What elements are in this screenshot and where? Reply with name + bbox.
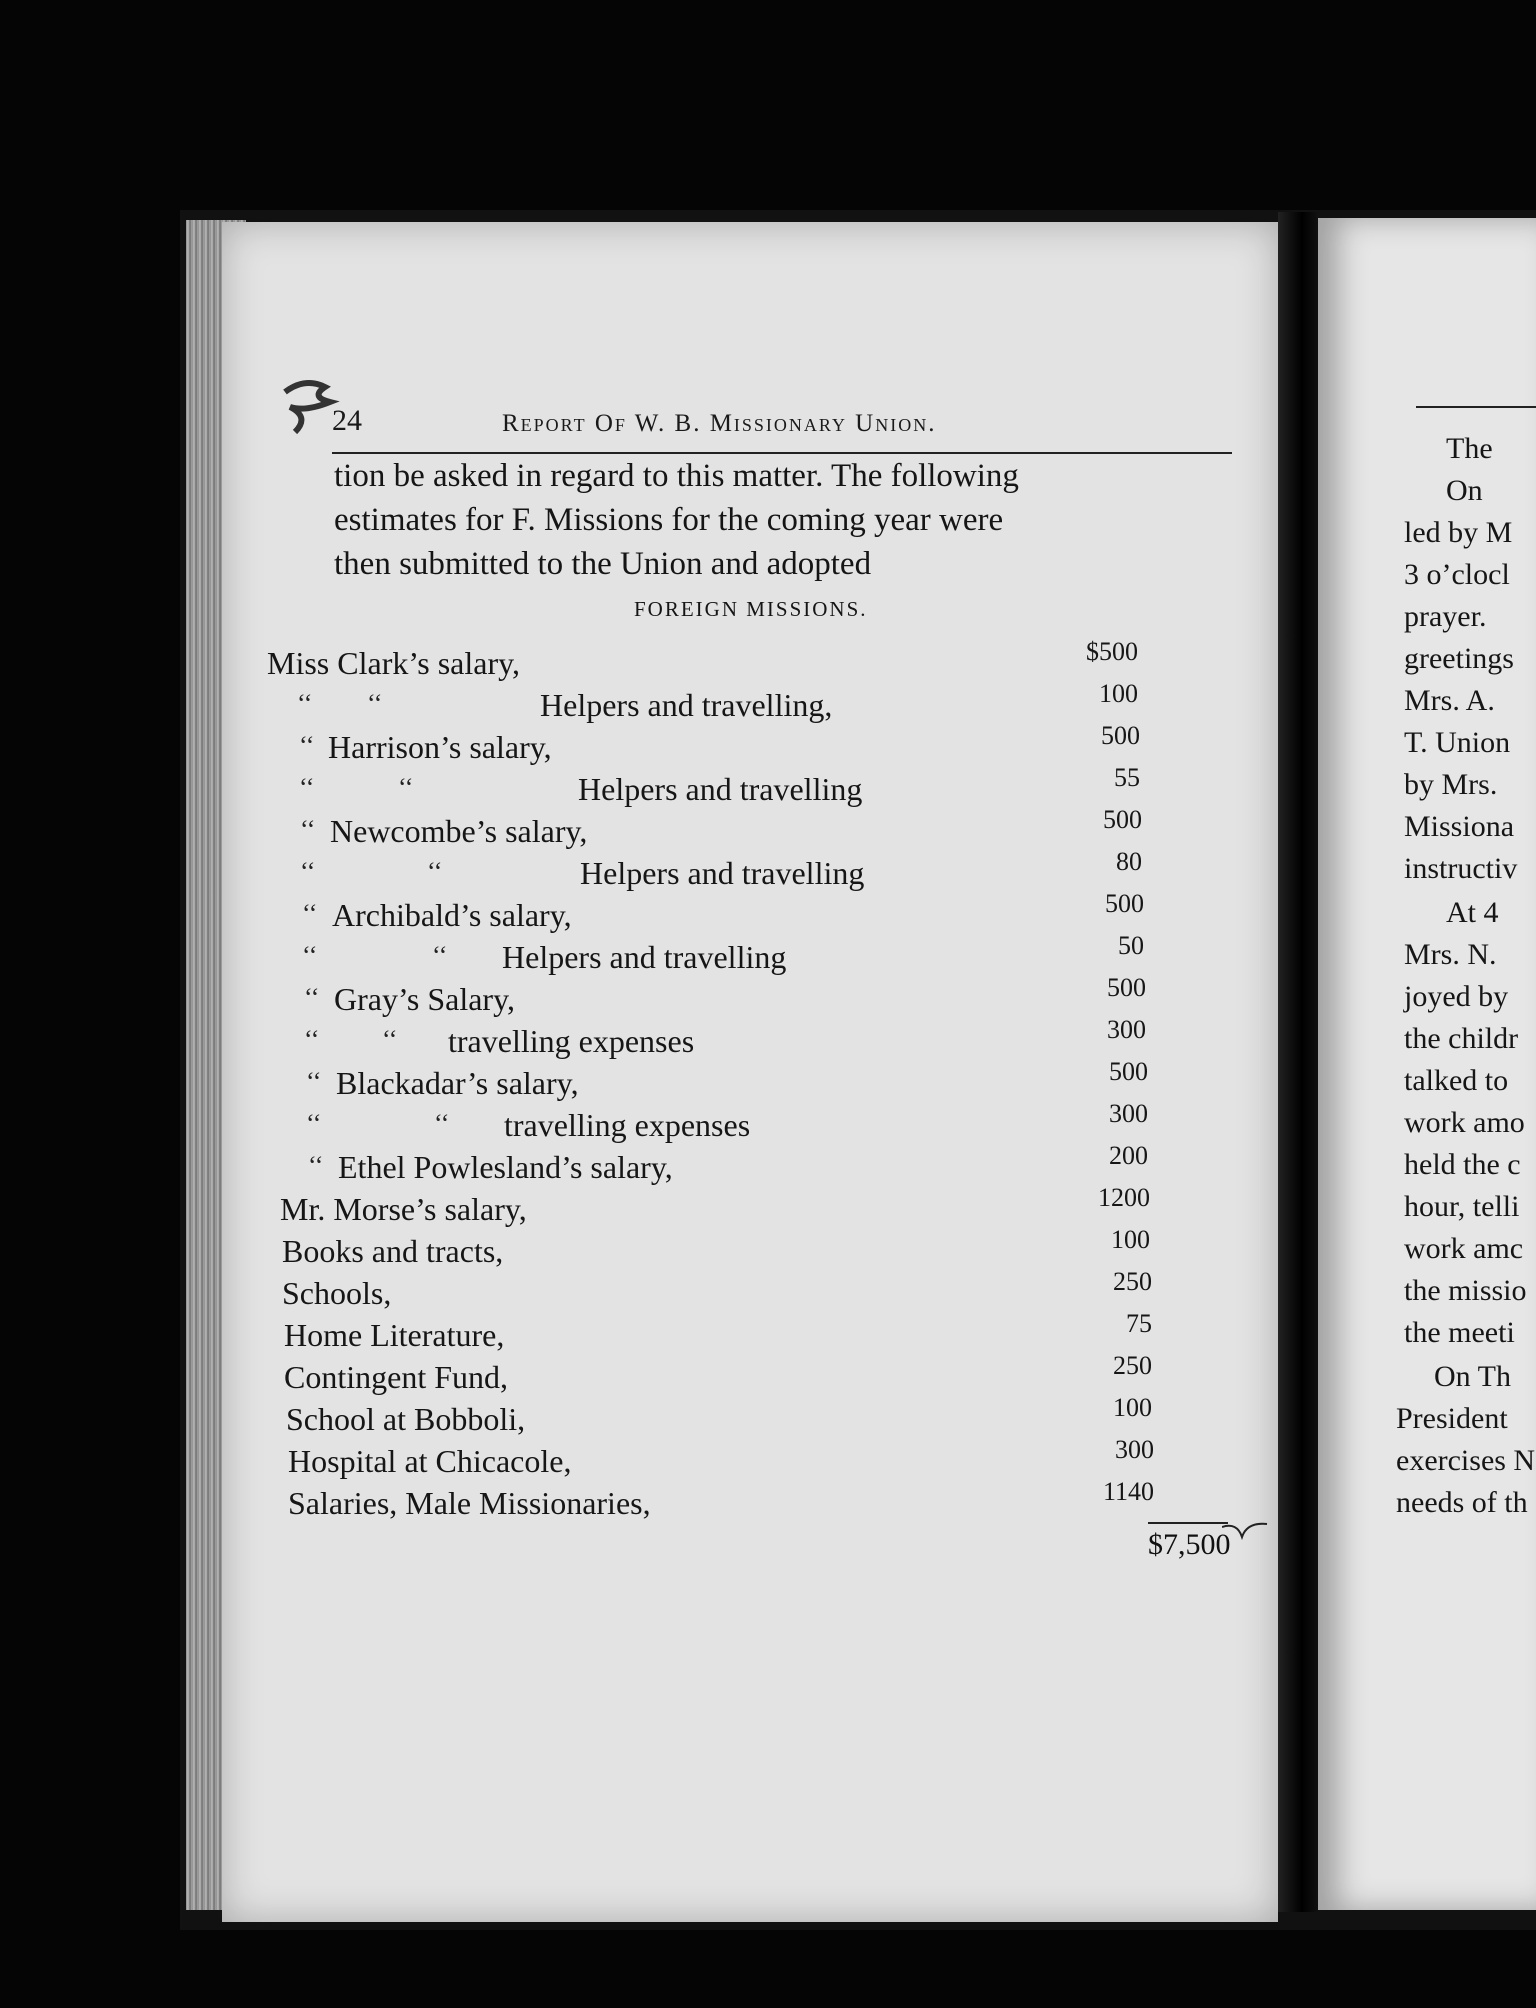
ditto-mark: ‘‘ xyxy=(434,1109,450,1138)
ditto-mark: ‘‘ xyxy=(299,773,315,802)
budget-table xyxy=(222,222,1278,1922)
budget-label: Contingent Fund, xyxy=(284,1359,509,1395)
page-number: 24 xyxy=(332,404,362,437)
budget-amount: 250 xyxy=(1113,1267,1152,1296)
budget-amount: 100 xyxy=(1111,1225,1150,1254)
text-line: work amc xyxy=(1404,1232,1524,1265)
header-rule xyxy=(1416,406,1536,408)
budget-amount: 500 xyxy=(1103,805,1142,834)
budget-total: $7,500 xyxy=(1148,1528,1231,1561)
text-line: the missio xyxy=(1404,1274,1527,1307)
ditto-mark: ‘‘ xyxy=(432,941,448,970)
budget-amount: 100 xyxy=(1099,679,1138,708)
budget-amount: 200 xyxy=(1109,1141,1148,1170)
budget-label: Schools, xyxy=(282,1275,392,1311)
text-line: hour, telli xyxy=(1404,1190,1520,1223)
budget-amount: 75 xyxy=(1126,1309,1152,1338)
text-line: the meeti xyxy=(1404,1316,1515,1349)
ditto-mark: ‘‘ xyxy=(306,1109,322,1138)
ditto-mark: ‘‘ xyxy=(300,815,316,844)
text-line: Mrs. N. xyxy=(1404,938,1497,971)
intro-line: estimates for F. Missions for the coming year were xyxy=(334,502,1004,538)
budget-label: Home Literature, xyxy=(284,1317,505,1353)
budget-amount: 80 xyxy=(1116,847,1142,876)
text-line: greetings xyxy=(1404,642,1514,675)
budget-amount: 1140 xyxy=(1102,1477,1154,1506)
budget-label: School at Bobboli, xyxy=(286,1401,526,1437)
section-heading: FOREIGN MISSIONS. xyxy=(634,597,868,621)
budget-sublabel: Helpers and travelling, xyxy=(540,687,833,723)
ditto-mark: ‘‘ xyxy=(306,1067,322,1096)
budget-amount: 100 xyxy=(1113,1393,1152,1422)
text-line: At 4 xyxy=(1446,896,1499,929)
budget-amount: 55 xyxy=(1114,763,1140,792)
text-line: by Mrs. xyxy=(1404,768,1498,801)
budget-sublabel: travelling expenses xyxy=(504,1107,751,1143)
right-page xyxy=(1318,218,1536,1910)
budget-sublabel: Helpers and travelling xyxy=(578,771,863,807)
total-rule xyxy=(1148,1522,1228,1524)
budget-amount: 500 xyxy=(1105,889,1144,918)
budget-label: Blackadar’s salary, xyxy=(336,1065,579,1101)
text-line: Missiona xyxy=(1404,810,1515,843)
ditto-mark: ‘‘ xyxy=(297,689,313,718)
budget-amount: 50 xyxy=(1118,931,1144,960)
budget-sublabel: travelling expenses xyxy=(448,1023,695,1059)
ditto-mark: ‘‘ xyxy=(302,941,318,970)
text-line: the childr xyxy=(1404,1022,1519,1055)
text-line: exercises N xyxy=(1396,1444,1536,1477)
budget-label: Newcombe’s salary, xyxy=(330,813,588,849)
text-line: led by M xyxy=(1404,516,1513,549)
ditto-mark: ‘‘ xyxy=(300,857,316,886)
text-line: work amo xyxy=(1404,1106,1525,1139)
budget-label: Harrison’s salary, xyxy=(328,729,552,765)
budget-amount: 500 xyxy=(1101,721,1140,750)
text-line: joyed by xyxy=(1404,980,1509,1013)
ditto-mark: ‘‘ xyxy=(304,983,320,1012)
ditto-mark: ‘‘ xyxy=(304,1025,320,1054)
budget-label: Ethel Powlesland’s salary, xyxy=(338,1149,673,1185)
text-line: held the c xyxy=(1404,1148,1521,1181)
budget-amount: 300 xyxy=(1115,1435,1154,1464)
ditto-mark: ‘‘ xyxy=(308,1151,324,1180)
left-page xyxy=(222,222,1278,1922)
text-line: needs of th xyxy=(1396,1486,1528,1519)
text-line: On Th xyxy=(1434,1360,1511,1393)
intro-line: tion be asked in regard to this matter. The following xyxy=(334,458,1019,494)
budget-label: Archibald’s salary, xyxy=(332,897,572,933)
text-line: T. Union xyxy=(1404,726,1511,759)
text-line: talked to xyxy=(1404,1064,1509,1097)
budget-amount: 300 xyxy=(1109,1099,1148,1128)
book-gutter xyxy=(1278,212,1318,1912)
text-line: instructiv xyxy=(1404,852,1518,885)
intro-line: then submitted to the Union and adopted xyxy=(334,546,872,582)
budget-label: Salaries, Male Missionaries, xyxy=(288,1485,651,1521)
ditto-mark: ‘‘ xyxy=(427,857,443,886)
text-line: The xyxy=(1446,432,1493,465)
ditto-mark: ‘‘ xyxy=(367,689,383,718)
text-line: prayer. xyxy=(1404,600,1487,633)
budget-label: Gray’s Salary, xyxy=(334,981,515,1017)
ditto-mark: ‘‘ xyxy=(398,773,414,802)
budget-row xyxy=(222,1477,1278,1527)
budget-sublabel: Helpers and travelling xyxy=(502,939,787,975)
budget-label: Mr. Morse’s salary, xyxy=(280,1191,527,1227)
budget-amount: $500 xyxy=(1086,637,1138,666)
ditto-mark: ‘‘ xyxy=(299,731,315,760)
budget-amount: 500 xyxy=(1107,973,1146,1002)
text-line: 3 o’clocl xyxy=(1404,558,1510,591)
budget-label: Books and tracts, xyxy=(282,1233,504,1269)
budget-amount: 500 xyxy=(1109,1057,1148,1086)
budget-amount: 250 xyxy=(1113,1351,1152,1380)
ditto-mark: ‘‘ xyxy=(302,899,318,928)
budget-label: Hospital at Chicacole, xyxy=(288,1443,572,1479)
budget-amount: 300 xyxy=(1107,1015,1146,1044)
budget-label: Miss Clark’s salary, xyxy=(267,645,521,681)
running-title: Report Of W. B. Missionary Union. xyxy=(502,410,937,437)
ditto-mark: ‘‘ xyxy=(382,1025,398,1054)
text-line: President xyxy=(1396,1402,1508,1435)
text-line: Mrs. A. xyxy=(1404,684,1495,717)
budget-amount: 1200 xyxy=(1098,1183,1150,1212)
text-line: On xyxy=(1446,474,1483,507)
budget-sublabel: Helpers and travelling xyxy=(580,855,865,891)
